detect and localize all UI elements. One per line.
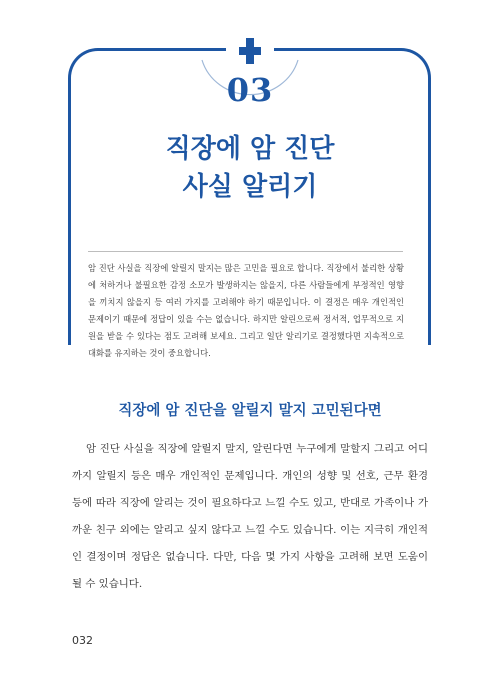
- chapter-title-line-1: 직장에 암 진단: [165, 134, 335, 164]
- chapter-summary: 암 진단 사실을 직장에 알릴지 말지는 많은 고민을 필요로 합니다. 직장에서 불리한 상황에 처하거나 불필요한 감정 소모가 발생하지는 않을지, 다른 사람들에게 부정적인 영향을 끼치지 않을지 등 여러 가지를 고려해야 하기 때문입니다. 이 결정은 매우 개인적인 문제이기 때문에 정답이 있을 수는 없습니다. 하지만 알린으로써 정서적, 업무적으로 지원을 받을 수 있다는 점도 고려해 보세요. 그리고 일단 알리기로 결정했다면 지속적으로 대화를 유지하는 것이 중요합니다.: [88, 263, 404, 358]
- page-number: 032: [72, 634, 93, 647]
- chapter-title: [0, 130, 500, 206]
- section-heading: 직장에 암 진단을 알릴지 말지 고민된다면: [118, 403, 382, 419]
- section-body: 암 진단 사실을 직장에 알릴지 말지, 알린다면 누구에게 말할지 그리고 어디까지 알릴지 등은 매우 개인적인 문제입니다. 개인의 성향 및 선호, 근무 환경 등에 따라 직장에 알리는 것이 필요하다고 느낄 수도 있고, 반대로 가족이나 가까운 친구 외에는 알리고 싶지 않다고 느낄 수도 있습니다. 이는 지극히 개인적인 결정이며 정답은 없습니다. 다만, 다음 몇 가지 사항을 고려해 보면 도움이 될 수 있습니다.: [72, 443, 428, 590]
- divider: [88, 251, 403, 252]
- chapter-number: 03: [226, 71, 274, 109]
- chapter-title-line-2: 사실 알리기: [182, 172, 318, 202]
